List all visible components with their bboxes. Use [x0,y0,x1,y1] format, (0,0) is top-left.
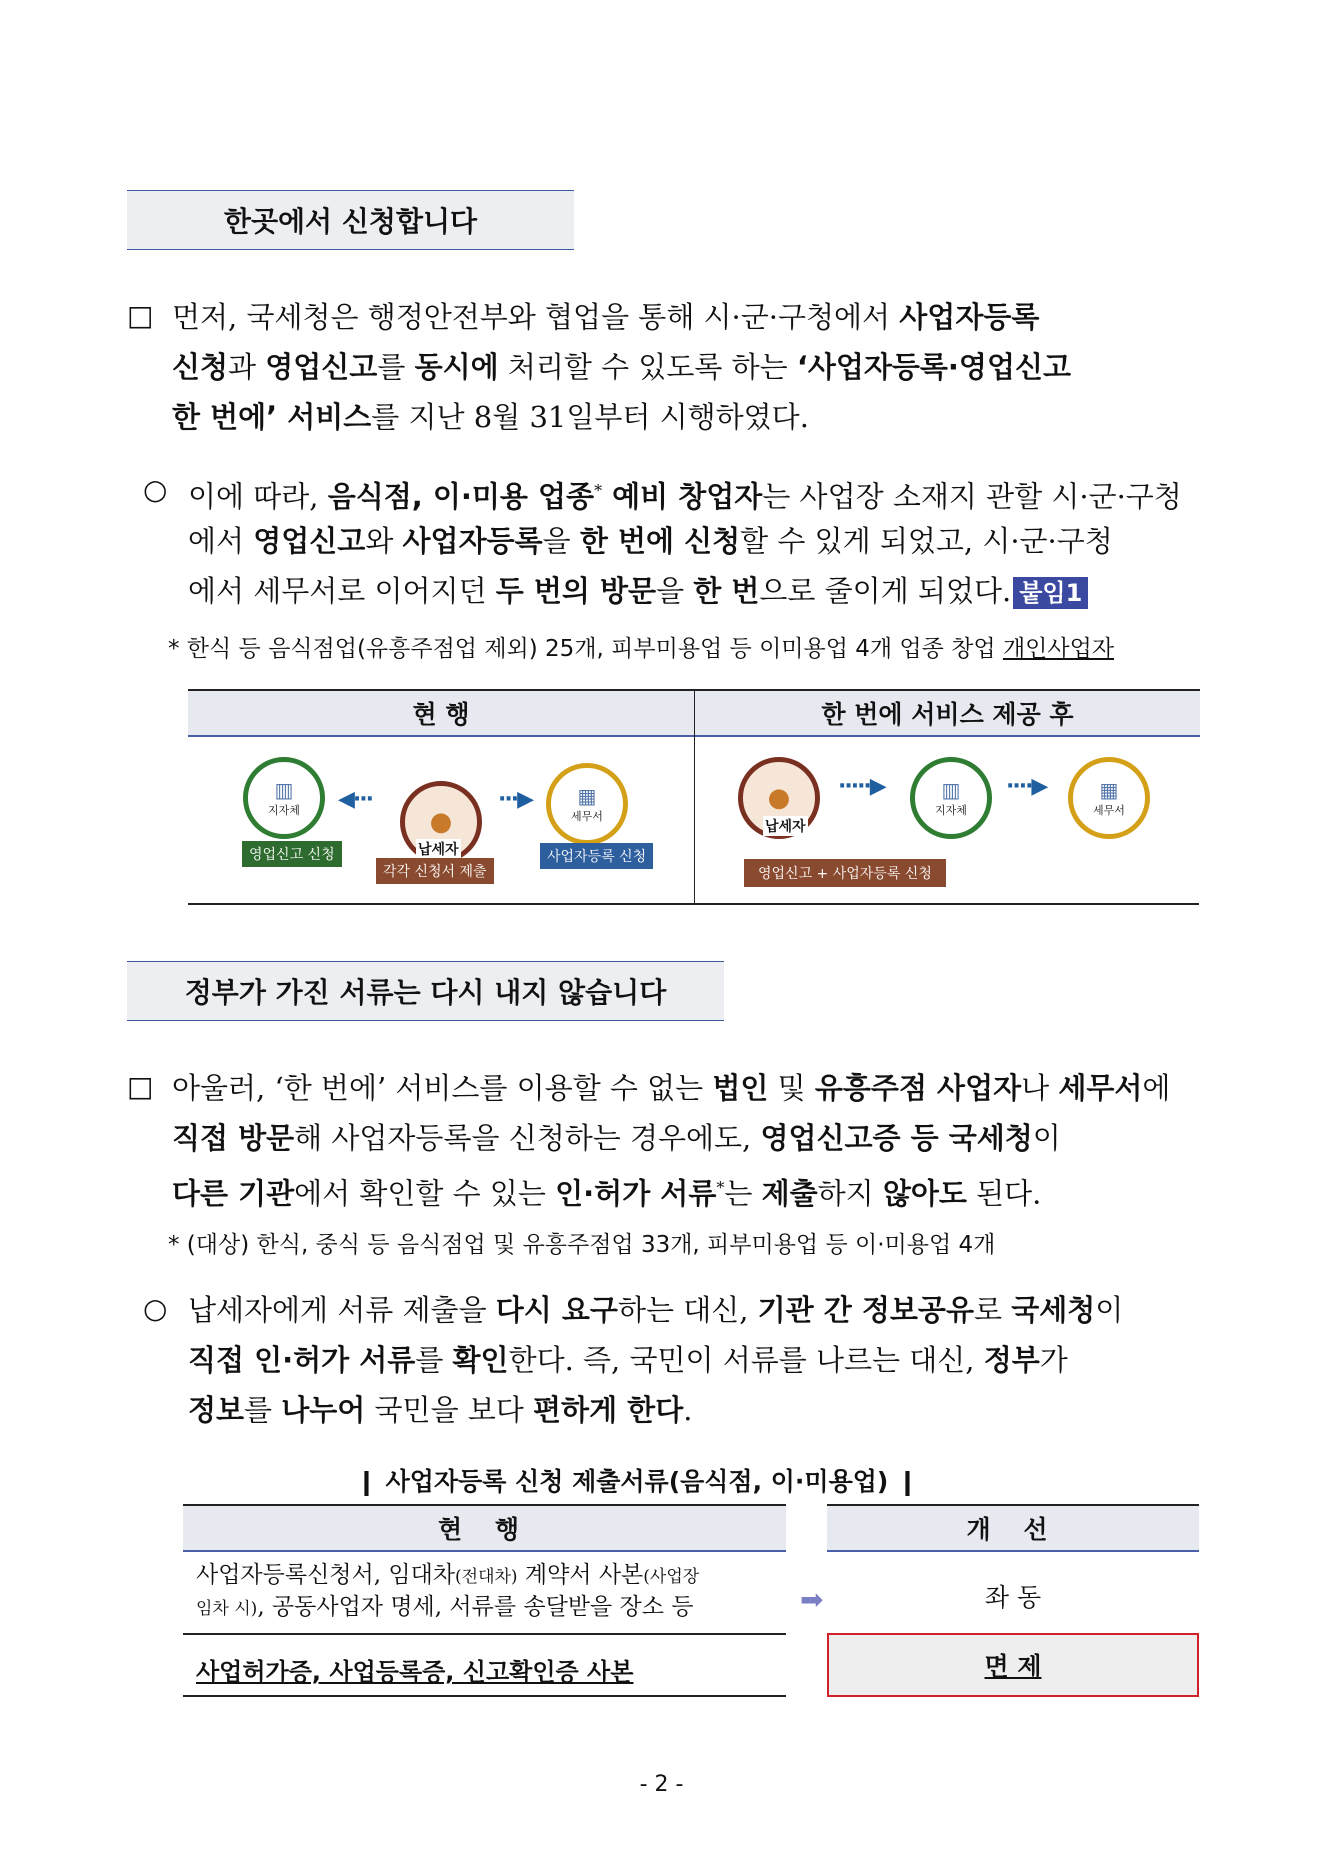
docs-col-improved: 개 선 [827,1504,1199,1552]
docs-row2-current: 사업허가증, 사업등록증, 신고확인증 사본 [196,1658,634,1686]
taxpayer-label: 납세자 [416,839,461,859]
section-heading-text: 정부가 가진 서류는 다시 내지 않습니다 [184,976,667,1009]
paragraph-line: 한 번에’ 서비스를 지난 8월 31일부터 시행하였다. [172,400,809,434]
paragraph-line: 먼저, 국세청은 행정안전부와 협업을 통해 시·군·구청에서 사업자등록 [172,300,1040,334]
docs-row1-current: 사업자등록신청서, 임대차(전대차) 계약서 사본(사업장 임차 시), 공동사업자 명세, 서류를 송달받을 장소 등 [196,1562,700,1620]
diagram-divider [694,733,695,903]
arrow-right-icon: ➡ [800,1583,824,1616]
paragraph-line: 에서 세무서로 이어지던 두 번의 방문을 한 번으로 줄이게 되었다. 붙임1 [188,566,1088,618]
tax-office-icon: ▦ 세무서 [546,763,628,845]
docs-row2-improved: 면 제 [827,1633,1199,1697]
paragraph-line: 직접 방문해 사업자등록을 신청하는 경우에도, 영업신고증 등 국세청이 [172,1121,1061,1155]
circle-bullet: ○ [143,473,168,506]
section-heading-text: 한곳에서 신청합니다 [223,205,478,238]
section-heading-one-place [127,190,574,250]
paragraph-line: 신청과 영업신고를 동시에 처리할 수 있도록 하는 ‘사업자등록·영업신고 [172,350,1071,384]
docs-table-bottom-rule [183,1695,786,1697]
diagram-bottom-rule [188,903,1199,905]
local-gov-icon: ▥ 지자체 [243,757,325,839]
taxpayer-icon: ● [738,757,820,839]
label-business-registration: 사업자등록 신청 [540,843,653,869]
paragraph-line: 에서 영업신고와 사업자등록을 한 번에 신청할 수 있게 되었고, 시·군·구청 [188,524,1113,558]
label-each-submit: 각각 신청서 제출 [376,858,494,884]
paragraph-line: 이에 따라, 음식점, 이·미용 업종* 예비 창업자는 사업장 소재지 관할 시·군·구청 [188,479,1182,514]
arrow-right-icon: ···▶ [498,787,532,812]
diagram-header-current: 현 행 [188,689,694,737]
paragraph-line: 납세자에게 서류 제출을 다시 요구하는 대신, 기관 간 정보공유로 국세청이 [188,1293,1124,1327]
docs-col-current: 현 행 [183,1504,786,1552]
label-combined-apply: 영업신고 + 사업자등록 신청 [744,859,946,887]
docs-row1-improved: 좌 동 [984,1583,1042,1612]
square-bullet: □ [127,299,154,332]
paragraph-line: 다른 기관에서 확인할 수 있는 인·허가 서류*는 제출하지 않아도 된다. [172,1176,1042,1211]
section-heading-no-resubmit [127,961,724,1021]
taxpayer-label: 납세자 [763,816,808,836]
arrow-right-icon: ····▶ [1006,774,1047,799]
square-bullet: □ [127,1070,154,1103]
arrow-left-icon: ◀··· [338,787,372,812]
docs-row1-rule [183,1633,786,1635]
footnote: * (대상) 한식, 중식 등 음식점업 및 유흥주점업 33개, 피부미용업 등 이·미용업 4개 [168,1232,996,1258]
diagram-header-after: 한 번에 서비스 제공 후 [694,689,1200,737]
arrow-right-icon: ·····▶ [838,774,885,799]
tax-office-icon: ▦ 세무서 [1068,757,1150,839]
taxpayer-icon: ● [400,781,482,863]
paragraph-line: 직접 인·허가 서류를 확인한다. 즉, 국민이 서류를 나르는 대신, 정부가 [188,1343,1068,1377]
paragraph-line: 아울러, ‘한 번에’ 서비스를 이용할 수 없는 법인 및 유흥주점 사업자나 세무서에 [172,1071,1171,1105]
paragraph-line: 정보를 나누어 국민을 보다 편하게 한다. [188,1393,693,1427]
circle-bullet: ○ [143,1292,168,1325]
footnote: * 한식 등 음식점업(유흥주점업 제외) 25개, 피부미용업 등 이미용업 4개 업종 창업 개인사업자 [168,636,1115,662]
page-number: - 2 - [639,1772,684,1797]
service-comparison-diagram [188,689,1199,905]
attachment-link[interactable]: 붙임1 [1013,577,1088,609]
docs-table-caption: ❙ 사업자등록 신청 제출서류(음식점, 이·미용업) ❙ [356,1467,918,1496]
label-business-report: 영업신고 신청 [242,841,342,867]
local-gov-icon: ▥ 지자체 [910,757,992,839]
